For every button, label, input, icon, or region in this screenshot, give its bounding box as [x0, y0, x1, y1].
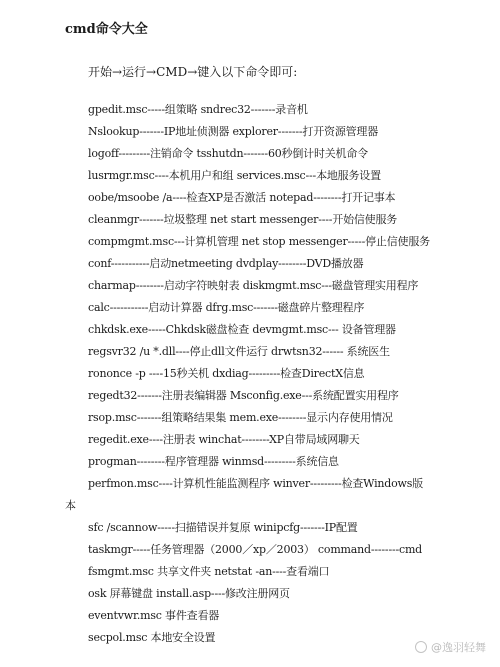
page-title: cmd命令大全	[65, 22, 148, 37]
command-line: perfmon.msc----计算机性能监测程序 winver---------检查Windows版 本	[65, 477, 424, 512]
circle-logo-icon	[415, 641, 427, 653]
command-line: regedt32-------注册表编辑器 Msconfig.exe---系统配置实用程序	[88, 389, 399, 402]
command-line: logoff---------注销命令 tsshutdn-------60秒倒计时关机命令	[88, 147, 368, 160]
command-line: rsop.msc-------组策略结果集 mem.exe--------显示内存使用情况	[88, 411, 393, 424]
command-line: cleanmgr-------垃圾整理 net start messenger----开始信使服务	[88, 213, 398, 226]
command-line: Nslookup-------IP地址侦测器 explorer-------打开资源管理器	[88, 125, 379, 138]
command-line: taskmgr-----任务管理器（2000／xp／2003） command--------cmd	[88, 543, 423, 556]
command-line: osk 屏幕键盘 install.asp----修改注册网页	[88, 587, 290, 600]
command-line: regsvr32 /u *.dll----停止dll文件运行 drwtsn32------ 系统医生	[88, 345, 390, 358]
command-line: chkdsk.exe-----Chkdsk磁盘检查 devmgmt.msc--- 设备管理器	[88, 323, 396, 336]
command-line: regedit.exe----注册表 winchat--------XP自带局域网聊天	[88, 433, 360, 446]
command-line: lusrmgr.msc----本机用户和组 services.msc---本地服务设置	[88, 169, 381, 182]
command-line: secpol.msc 本地安全设置	[88, 631, 216, 644]
watermark	[415, 639, 486, 655]
command-line: fsmgmt.msc 共享文件夹 netstat -an----查看端口	[88, 565, 330, 578]
command-line: calc-----------启动计算器 dfrg.msc-------磁盘碎片整理程序	[88, 301, 365, 314]
command-line: oobe/msoobe /a----检查XP是否激活 notepad--------打开记事本	[88, 191, 396, 204]
command-line: compmgmt.msc---计算机管理 net stop messenger-----停止信使服务	[88, 235, 430, 248]
command-line: charmap--------启动字符映射表 diskmgmt.msc---磁盘管理实用程序	[88, 279, 419, 292]
command-line: eventvwr.msc 事件查看器	[88, 609, 220, 622]
command-line: progman--------程序管理器 winmsd---------系统信息	[88, 455, 339, 468]
command-line: sfc /scannow-----扫描错误并复原 winipcfg-------IP配置	[88, 521, 358, 534]
command-line: rononce -p ----15秒关机 dxdiag---------检查DirectX信息	[88, 367, 365, 380]
command-list	[65, 99, 438, 649]
command-line: conf-----------启动netmeeting dvdplay--------DVD播放器	[88, 257, 364, 270]
intro-text: 开始→运行→CMD→键入以下命令即可:	[88, 65, 298, 79]
command-line: gpedit.msc-----组策略 sndrec32-------录音机	[88, 103, 308, 116]
watermark-text: @逸羽轻舞	[431, 641, 486, 654]
